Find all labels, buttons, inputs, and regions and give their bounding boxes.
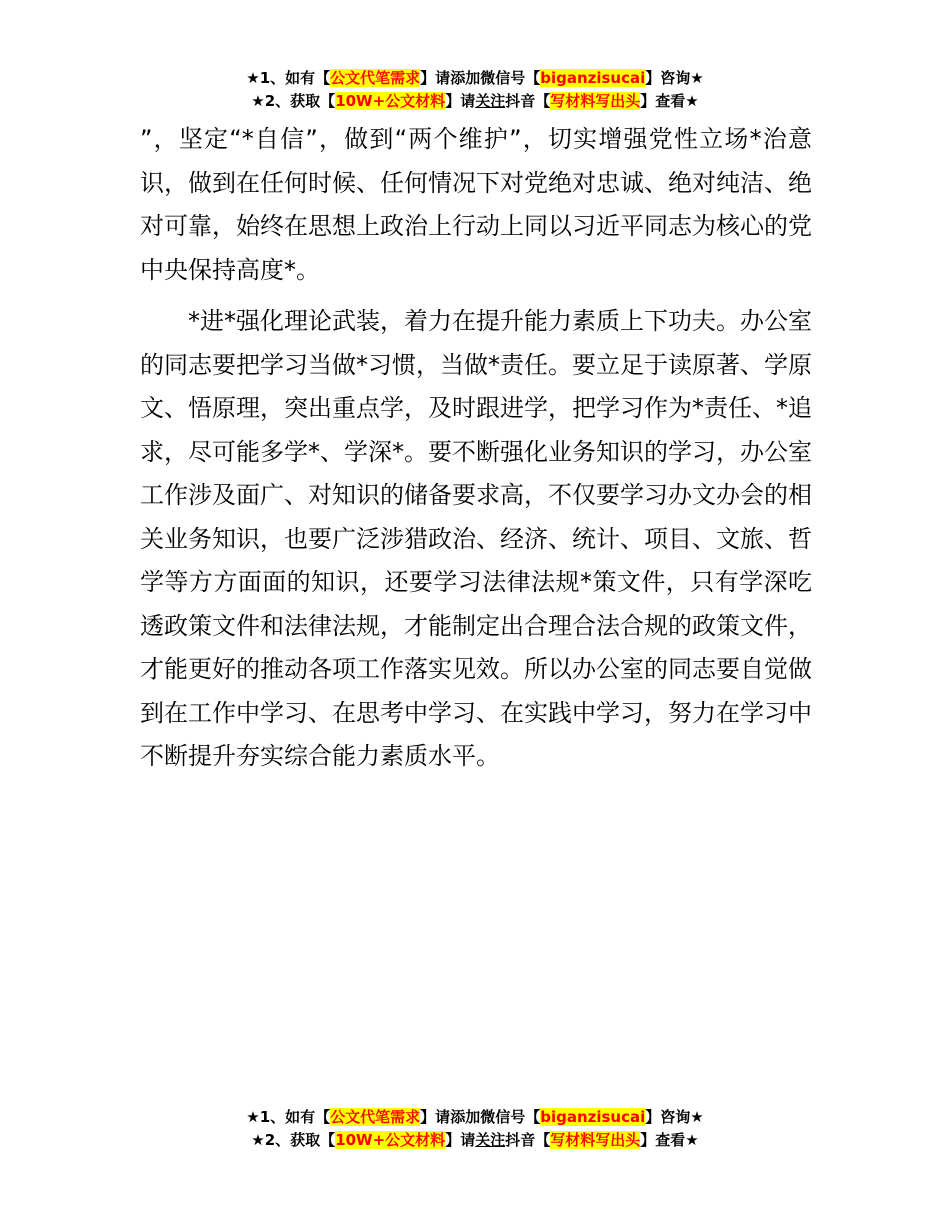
footer-line-1-highlight-service: 公文代笔需求 (330, 1108, 421, 1126)
footer-line-2-prefix: ★2、获取【 (251, 1131, 336, 1149)
footer-banner (0, 1106, 950, 1152)
footer-line-1-emphasis: 添加 (450, 1108, 481, 1126)
footer-line-1-middle-2: 微信号【 (480, 1108, 541, 1126)
footer-line-2-emphasis: 关注 (475, 1131, 506, 1149)
footer-line-2-suffix: 】查看★ (640, 1131, 699, 1149)
header-line-2-highlight-materials: 10W+公文材料 (335, 92, 446, 110)
footer-line-1-prefix: ★1、如有【 (246, 1108, 331, 1126)
header-line-2-prefix: ★2、获取【 (251, 92, 336, 110)
header-line-1-highlight-wechat-id: biganzisucai (540, 69, 646, 87)
document-body (140, 118, 812, 779)
header-line-1-prefix: ★1、如有【 (246, 69, 331, 87)
body-paragraph-2: *进*强化理论武装，着力在提升能力素质上下功夫。办公室的同志要把学习当做*习惯，当做*责任。要立足于读原著、学原文、悟原理，突出重点学，及时跟进学，把学习作为*责任、*追求，尽可能多学*、学深*。要不断强化业务知识的学习，办公室工作涉及面广、对知识的储备要求高，不仅要学习办文办会的相关业务知识，也要广泛涉猎政治、经济、统计、项目、文旅、哲学等方方面面的知识，还要学习法律法规*策文件，只有学深吃透政策文件和法律法规，才能制定出合理合法合规的政策文件，才能更好的推动各项工作落实见效。所以办公室的同志要自觉做到在工作中学习、在思考中学习、在实践中学习，努力在学习中不断提升夯实综合能力素质水平。 (140, 307, 812, 770)
header-line-1-emphasis: 添加 (450, 69, 481, 87)
footer-line-2-middle-2: 抖音【 (505, 1131, 551, 1149)
footer-banner-line-1 (0, 1106, 950, 1129)
footer-line-1-suffix: 】咨询★ (645, 1108, 704, 1126)
header-banner-line-1 (0, 67, 950, 90)
header-line-1-middle: 】请 (420, 69, 451, 87)
footer-line-1-middle: 】请 (420, 1108, 451, 1126)
header-banner-line-2 (0, 90, 950, 113)
header-line-2-middle-2: 抖音【 (505, 92, 551, 110)
header-line-2-middle: 】请 (445, 92, 476, 110)
footer-line-2-highlight-douyin: 写材料写出头 (550, 1131, 641, 1149)
body-paragraph-1: ”，坚定“*自信”，做到“两个维护”，切实增强党性立场*治意识，做到在任何时候、任何情况下对党绝对忠诚、绝对纯洁、绝对可靠，始终在思想上政治上行动上同以习近平同志为核心的党中央保持高度*。 (140, 125, 812, 284)
header-banner (0, 67, 950, 113)
header-line-1-suffix: 】咨询★ (645, 69, 704, 87)
header-line-1-highlight-service: 公文代笔需求 (330, 69, 421, 87)
footer-line-2-middle: 】请 (445, 1131, 476, 1149)
header-line-1-middle-2: 微信号【 (480, 69, 541, 87)
header-line-2-highlight-douyin: 写材料写出头 (550, 92, 641, 110)
footer-banner-line-2 (0, 1129, 950, 1152)
footer-line-1-highlight-wechat-id: biganzisucai (540, 1108, 646, 1126)
footer-line-2-highlight-materials: 10W+公文材料 (335, 1131, 446, 1149)
header-line-2-emphasis: 关注 (475, 92, 506, 110)
header-line-2-suffix: 】查看★ (640, 92, 699, 110)
